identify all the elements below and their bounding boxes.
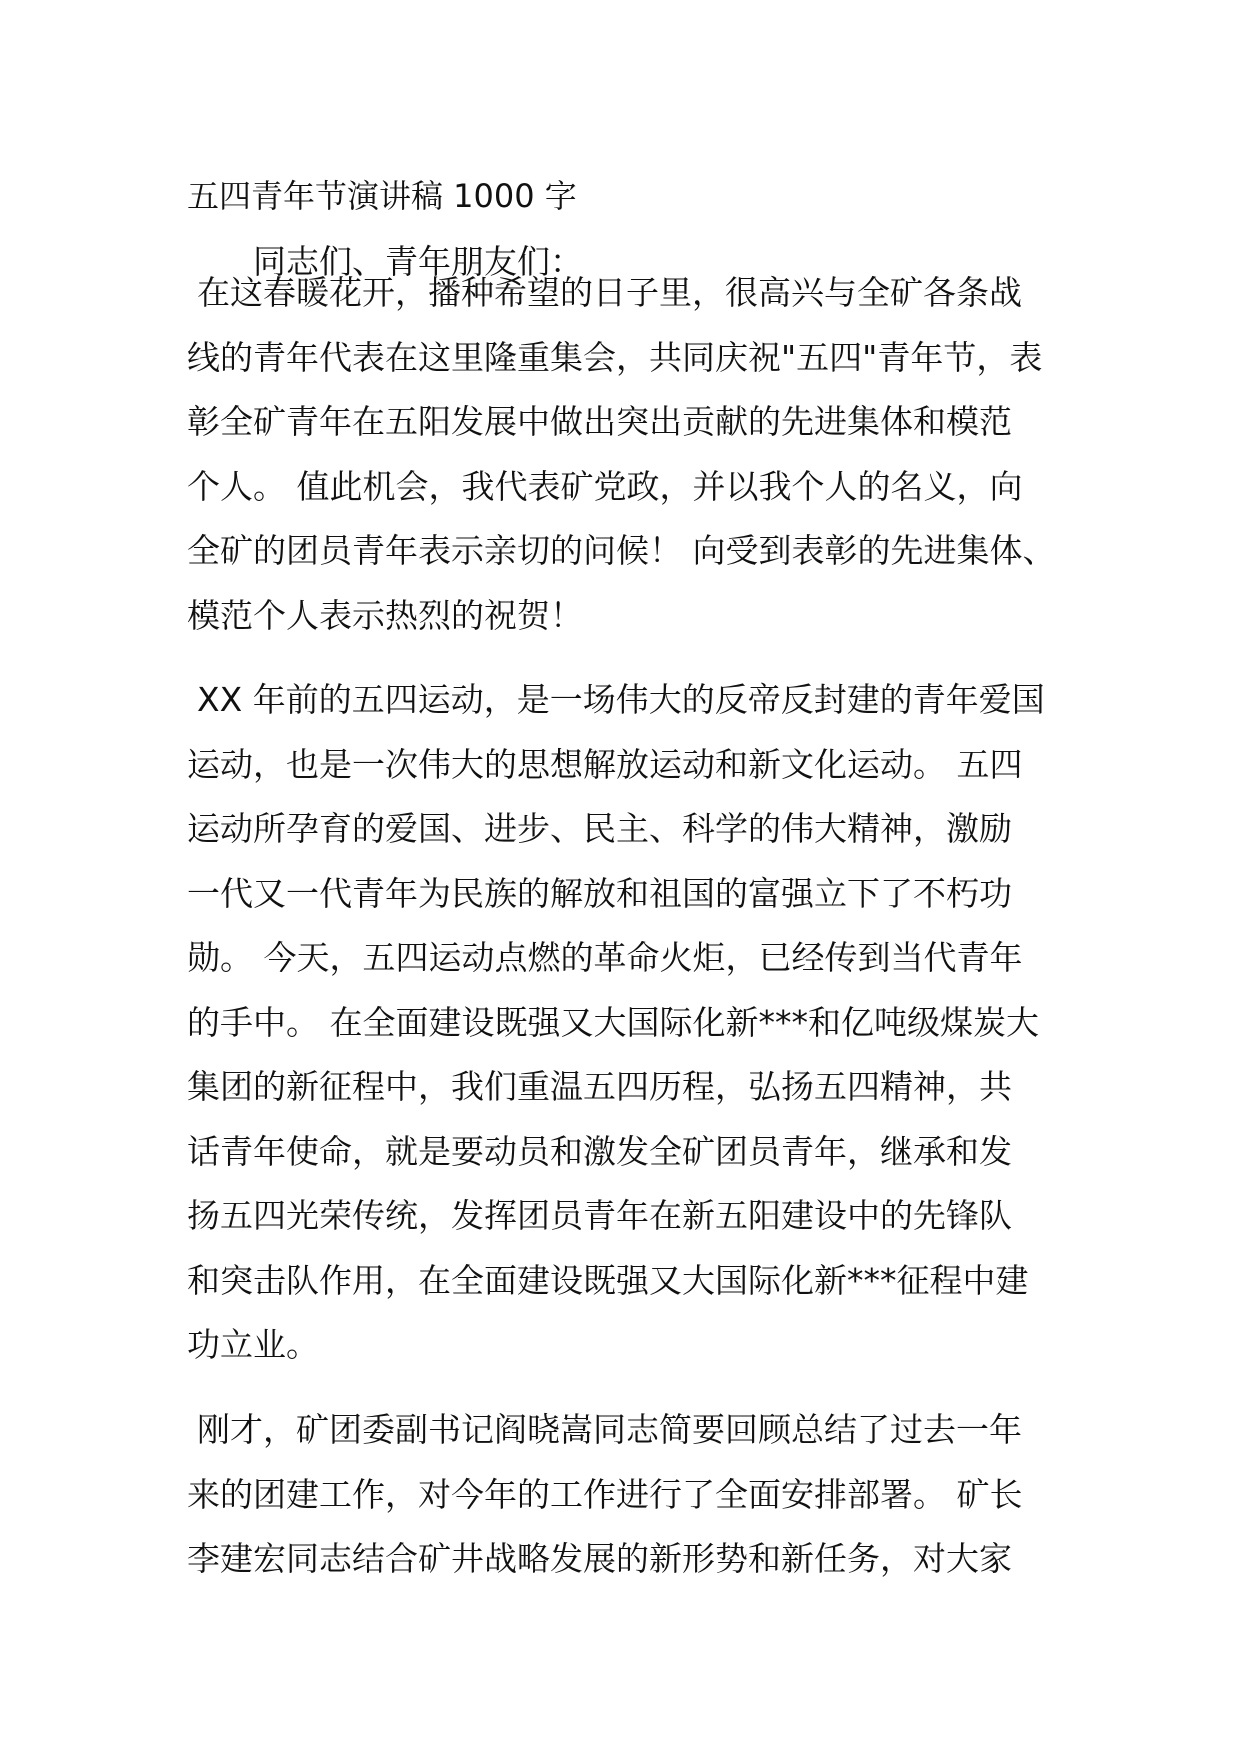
paragraph-line: 功立业。 <box>187 1325 319 1364</box>
document-title: 五四青年节演讲稿 1000 字 <box>187 177 577 215</box>
paragraph-line: 来的团建工作，对今年的工作进行了全面安排部署。 矿长 <box>187 1474 1023 1514</box>
paragraph-line: 彰全矿青年在五阳发展中做出突出贡献的先进集体和模范 <box>187 402 1012 441</box>
paragraph-line: 线的青年代表在这里隆重集会，共同庆祝"五四"青年节，表 <box>187 337 1043 377</box>
paragraph-line: 和突击队作用，在全面建设既强又大国际化新***征程中建 <box>187 1260 1029 1300</box>
paragraph-line: 话青年使命，就是要动员和激发全矿团员青年，继承和发 <box>187 1131 1012 1171</box>
paragraph-line: 模范个人表示热烈的祝贺！ <box>187 595 583 635</box>
paragraph-line: 扬五四光荣传统，发挥团员青年在新五阳建设中的先锋队 <box>187 1196 1012 1235</box>
paragraph-line: 在这春暖花开，播种希望的日子里，很高兴与全矿各条战 <box>197 273 1022 312</box>
paragraph-1 <box>187 261 1227 648</box>
paragraph-line: 运动所孕育的爱国、进步、民主、科学的伟大精神，激励 <box>187 809 1012 848</box>
paragraph-line: 全矿的团员青年表示亲切的问候！ 向受到表彰的先进集体、 <box>187 531 1056 570</box>
paragraph-line: 的手中。 在全面建设既强又大国际化新***和亿吨级煤炭大 <box>187 1002 1039 1042</box>
paragraph-line: XX 年前的五四运动，是一场伟大的反帝反封建的青年爱国 <box>197 680 1045 719</box>
paragraph-line: 集团的新征程中，我们重温五四历程，弘扬五四精神，共 <box>187 1067 1012 1106</box>
salutation: 同志们、青年朋友们： <box>253 242 583 281</box>
paragraph-line: 一代又一代青年为民族的解放和祖国的富强立下了不朽功 <box>187 873 1012 913</box>
paragraph-line: 运动，也是一次伟大的思想解放运动和新文化运动。 五四 <box>187 744 1023 784</box>
paragraph-line: 刚才，矿团委副书记阎晓嵩同志简要回顾总结了过去一年 <box>197 1410 1022 1449</box>
paragraph-3 <box>187 1398 1227 1592</box>
paragraph-line: 个人。 值此机会，我代表矿党政，并以我个人的名义，向 <box>187 466 1023 506</box>
paragraph-line: 李建宏同志结合矿井战略发展的新形势和新任务，对大家 <box>187 1539 1012 1578</box>
paragraph-line: 勋。 今天，五四运动点燃的革命火炬，已经传到当代青年 <box>187 938 1023 977</box>
paragraph-2 <box>187 668 1227 1378</box>
